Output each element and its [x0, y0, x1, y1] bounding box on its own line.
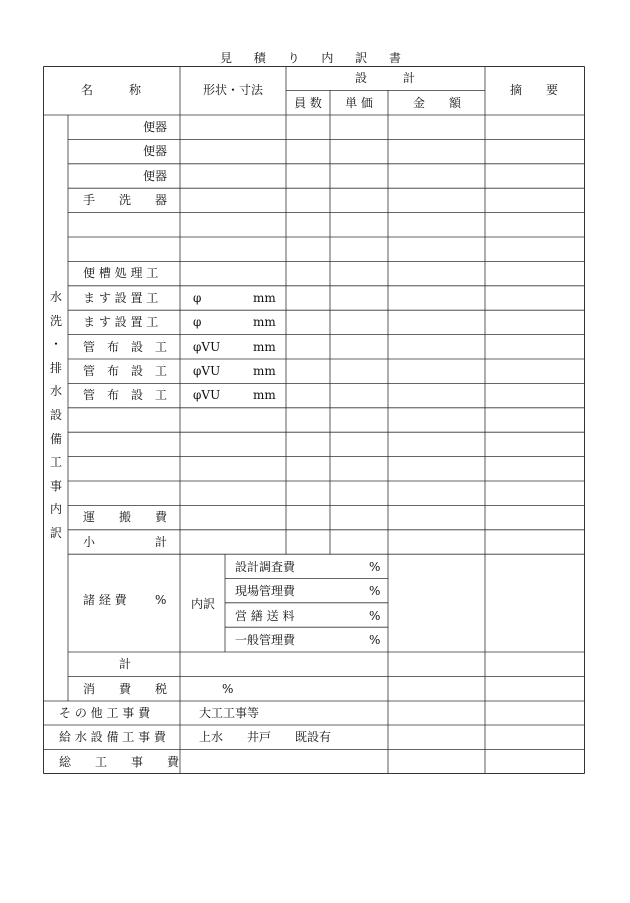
item-name: 管 布 設 工 [83, 364, 168, 378]
overhead-row-name: 営 繕 送 料 [235, 608, 295, 623]
section-label-char: 事 [49, 478, 62, 493]
item-spec: φ [193, 315, 202, 330]
item-name: 便器 [142, 120, 167, 134]
item-name: 運 搬 費 [83, 510, 168, 525]
item-spec-unit: mm [253, 290, 276, 305]
total-label: 計 [119, 657, 132, 671]
water-supply-label: 給 水 設 備 工 事 費 [59, 730, 166, 744]
section-label-char: 内 [49, 502, 62, 517]
header-amount: 金 額 [412, 96, 462, 110]
section-label-char: 設 [49, 407, 62, 422]
item-name: 小 計 [83, 534, 168, 549]
item-name: 手 洗 器 [83, 193, 168, 208]
header-design: 設 計 [354, 71, 416, 85]
estimate-table [43, 66, 585, 774]
header-name: 名 称 [80, 83, 142, 97]
water-supply-v1: 上水 [199, 730, 224, 744]
overhead-breakdown-label: 内訳 [190, 597, 216, 611]
section-label-char: 水 [49, 384, 62, 399]
item-spec-unit: mm [253, 339, 276, 354]
item-spec: φVU [193, 388, 221, 403]
item-name: 便器 [142, 144, 167, 159]
header-shape: 形状・寸法 [202, 83, 264, 97]
item-spec: φVU [193, 364, 221, 378]
section-label [49, 286, 63, 546]
section-label-char: 工 [49, 455, 62, 470]
overhead-row-name: 一般管理費 [235, 633, 296, 648]
section-label-char: ・ [49, 337, 62, 352]
section-label-char: 洗 [49, 313, 62, 328]
overhead-row-percent: % [369, 584, 381, 599]
item-name: ま す 設 置 工 [83, 315, 159, 330]
item-name: 管 布 設 工 [83, 339, 168, 354]
item-name: 管 布 設 工 [83, 388, 168, 403]
overhead-row-percent: % [369, 608, 381, 623]
item-spec: φVU [193, 339, 221, 354]
item-name: ま す 設 置 工 [83, 290, 159, 305]
item-spec-unit: mm [253, 388, 276, 403]
header-unit-price: 単 価 [345, 96, 373, 110]
document-title: 見 積 り 内 訳 書 [219, 51, 411, 65]
water-supply-v3: 既設有 [295, 730, 332, 744]
overhead-row-percent: % [369, 633, 381, 648]
overhead-percent: % [155, 593, 167, 607]
item-spec: φ [193, 290, 202, 305]
other-work-value: 大工工事等 [199, 706, 260, 720]
tax-percent: % [222, 682, 234, 696]
overhead-row-name: 設計調査費 [235, 560, 296, 574]
header-qty: 員 数 [294, 96, 322, 110]
item-name: 便 槽 処 理 工 [83, 266, 159, 281]
overhead-row-percent: % [369, 560, 381, 574]
section-label-char: 排 [49, 360, 62, 375]
header-remarks: 摘 要 [509, 83, 559, 97]
item-spec-unit: mm [253, 364, 276, 378]
overhead-row-name: 現場管理費 [235, 584, 296, 599]
other-work-label: そ の 他 工 事 費 [59, 706, 151, 720]
item-spec-unit: mm [253, 315, 276, 330]
section-label-char: 訳 [49, 525, 62, 540]
item-name: 便器 [142, 168, 167, 183]
section-label-char: 水 [49, 290, 62, 304]
tax-label: 消 費 税 [83, 682, 168, 696]
grand-total-label: 総 工 事 費 [59, 755, 180, 769]
overhead-label: 諸 経 費 [83, 593, 127, 607]
water-supply-v2: 井戸 [247, 730, 272, 744]
section-label-char: 備 [49, 431, 62, 446]
